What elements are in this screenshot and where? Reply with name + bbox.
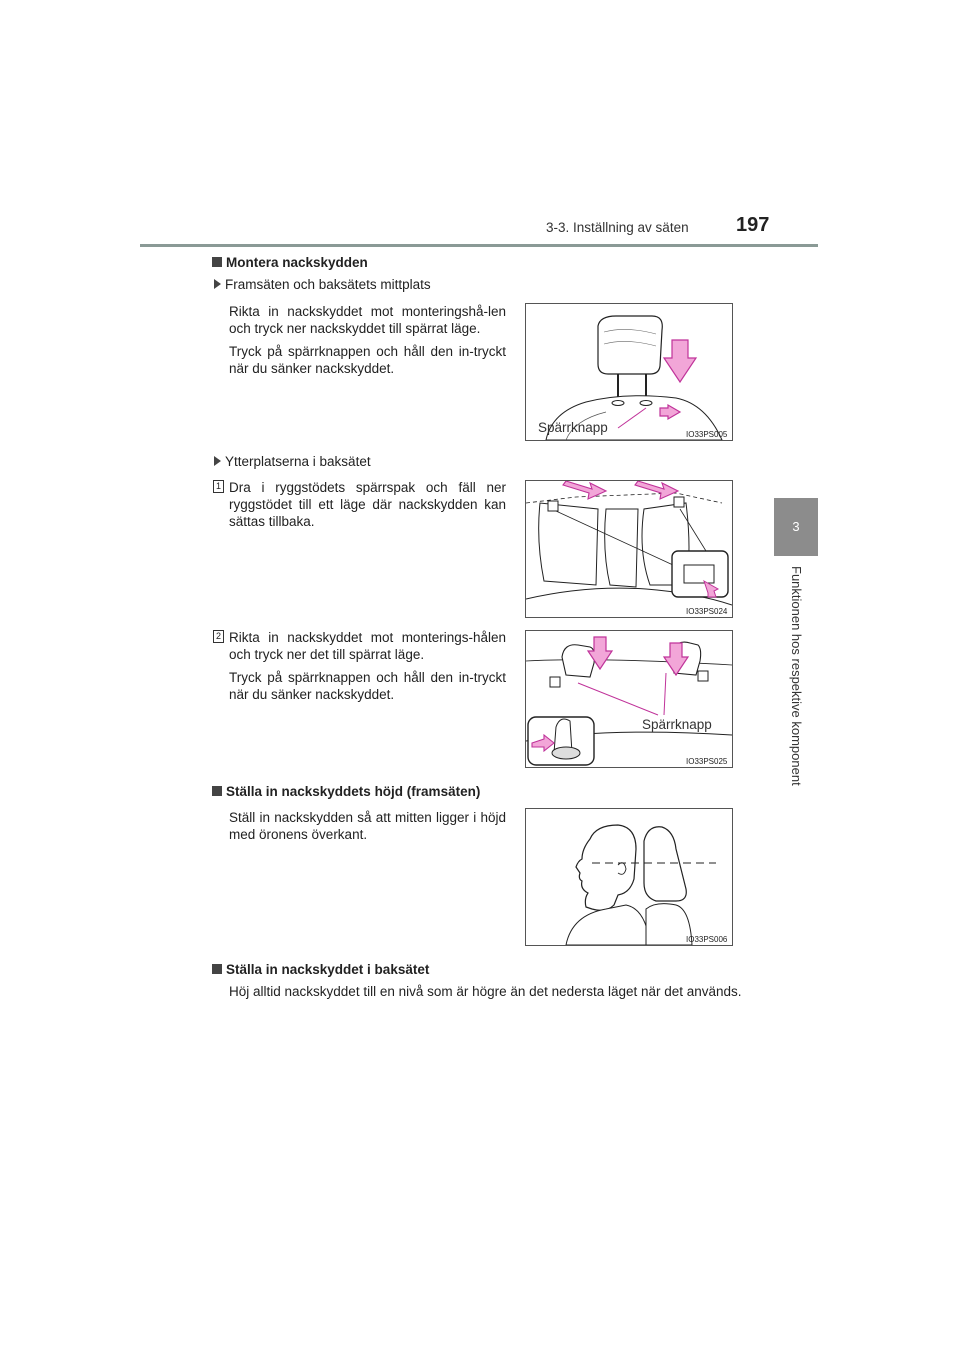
subheading-text: Framsäten och baksätets mittplats [225,277,431,292]
figure-front-headrest [525,303,733,441]
chapter-title-vertical [782,566,806,826]
step-text: Tryck på spärrknappen och håll den in-tryckt när du sänker nackskyddet. [229,670,506,702]
step-text: Dra i ryggstödets spärrspak och fäll ner ryggstödet till ett läge där nackskydden kan sättas tillbaka. [229,480,506,529]
subheading-text: Ytterplatserna i baksätet [225,454,371,469]
heading-text: Ställa in nackskyddets höjd (framsäten) [226,784,481,799]
callout-label: Spärrknapp [538,420,608,435]
page-number: 197 [736,214,770,236]
section-heading-mount [212,255,368,270]
chapter-tab[interactable]: 3 [774,498,818,556]
heading-text: Ställa in nackskyddet i baksätet [226,962,430,977]
step-number-badge: 2 [213,630,224,643]
section-title: 3-3. Inställning av säten [546,220,689,235]
instruction-block-front [229,303,506,377]
triangle-bullet-icon [214,279,221,289]
square-bullet-icon [212,257,222,267]
callout-label: Spärrknapp [642,717,712,732]
figure-headrest-height [525,808,733,946]
rear-seat-illustration [526,481,732,617]
rear-headrest-illustration [526,631,732,767]
figure-rear-seatback [525,480,733,618]
subheading-front-seats [214,277,431,292]
step-number-badge: 1 [213,480,224,493]
head-profile-illustration [526,809,732,945]
heading-text: Montera nackskydden [226,255,368,270]
instruction-paragraph: Rikta in nackskyddet mot monteringshå-len och tryck ner nackskyddet till spärrat läge. [229,304,506,336]
instruction-paragraph: Tryck på spärrknappen och håll den in-tryckt när du sänker nackskyddet. [229,344,506,376]
headrest-illustration [526,304,732,440]
step-text-block [229,629,506,703]
figure-code: IO33PS025 [686,757,728,766]
figure-code: IO33PS006 [686,935,728,944]
subheading-rear-outer [214,454,371,469]
chapter-title: Funktionen hos respektive komponent [789,566,804,786]
section-heading-height-front [212,784,480,799]
figure-code: IO33PS005 [686,430,728,439]
header-rule [140,244,818,247]
triangle-bullet-icon [214,456,221,466]
square-bullet-icon [212,786,222,796]
instruction-paragraph: Ställ in nackskydden så att mitten ligger i höjd med öronens överkant. [229,810,506,842]
figure-rear-headrest [525,630,733,768]
step-text: Rikta in nackskyddet mot monterings-hålen och tryck ner det till spärrat läge. [229,630,506,662]
section-heading-rear-seat [212,962,429,977]
figure-code: IO33PS024 [686,607,728,616]
square-bullet-icon [212,964,222,974]
instruction-paragraph: Höj alltid nackskyddet till en nivå som är högre än det nedersta läget när det används. [229,984,742,999]
